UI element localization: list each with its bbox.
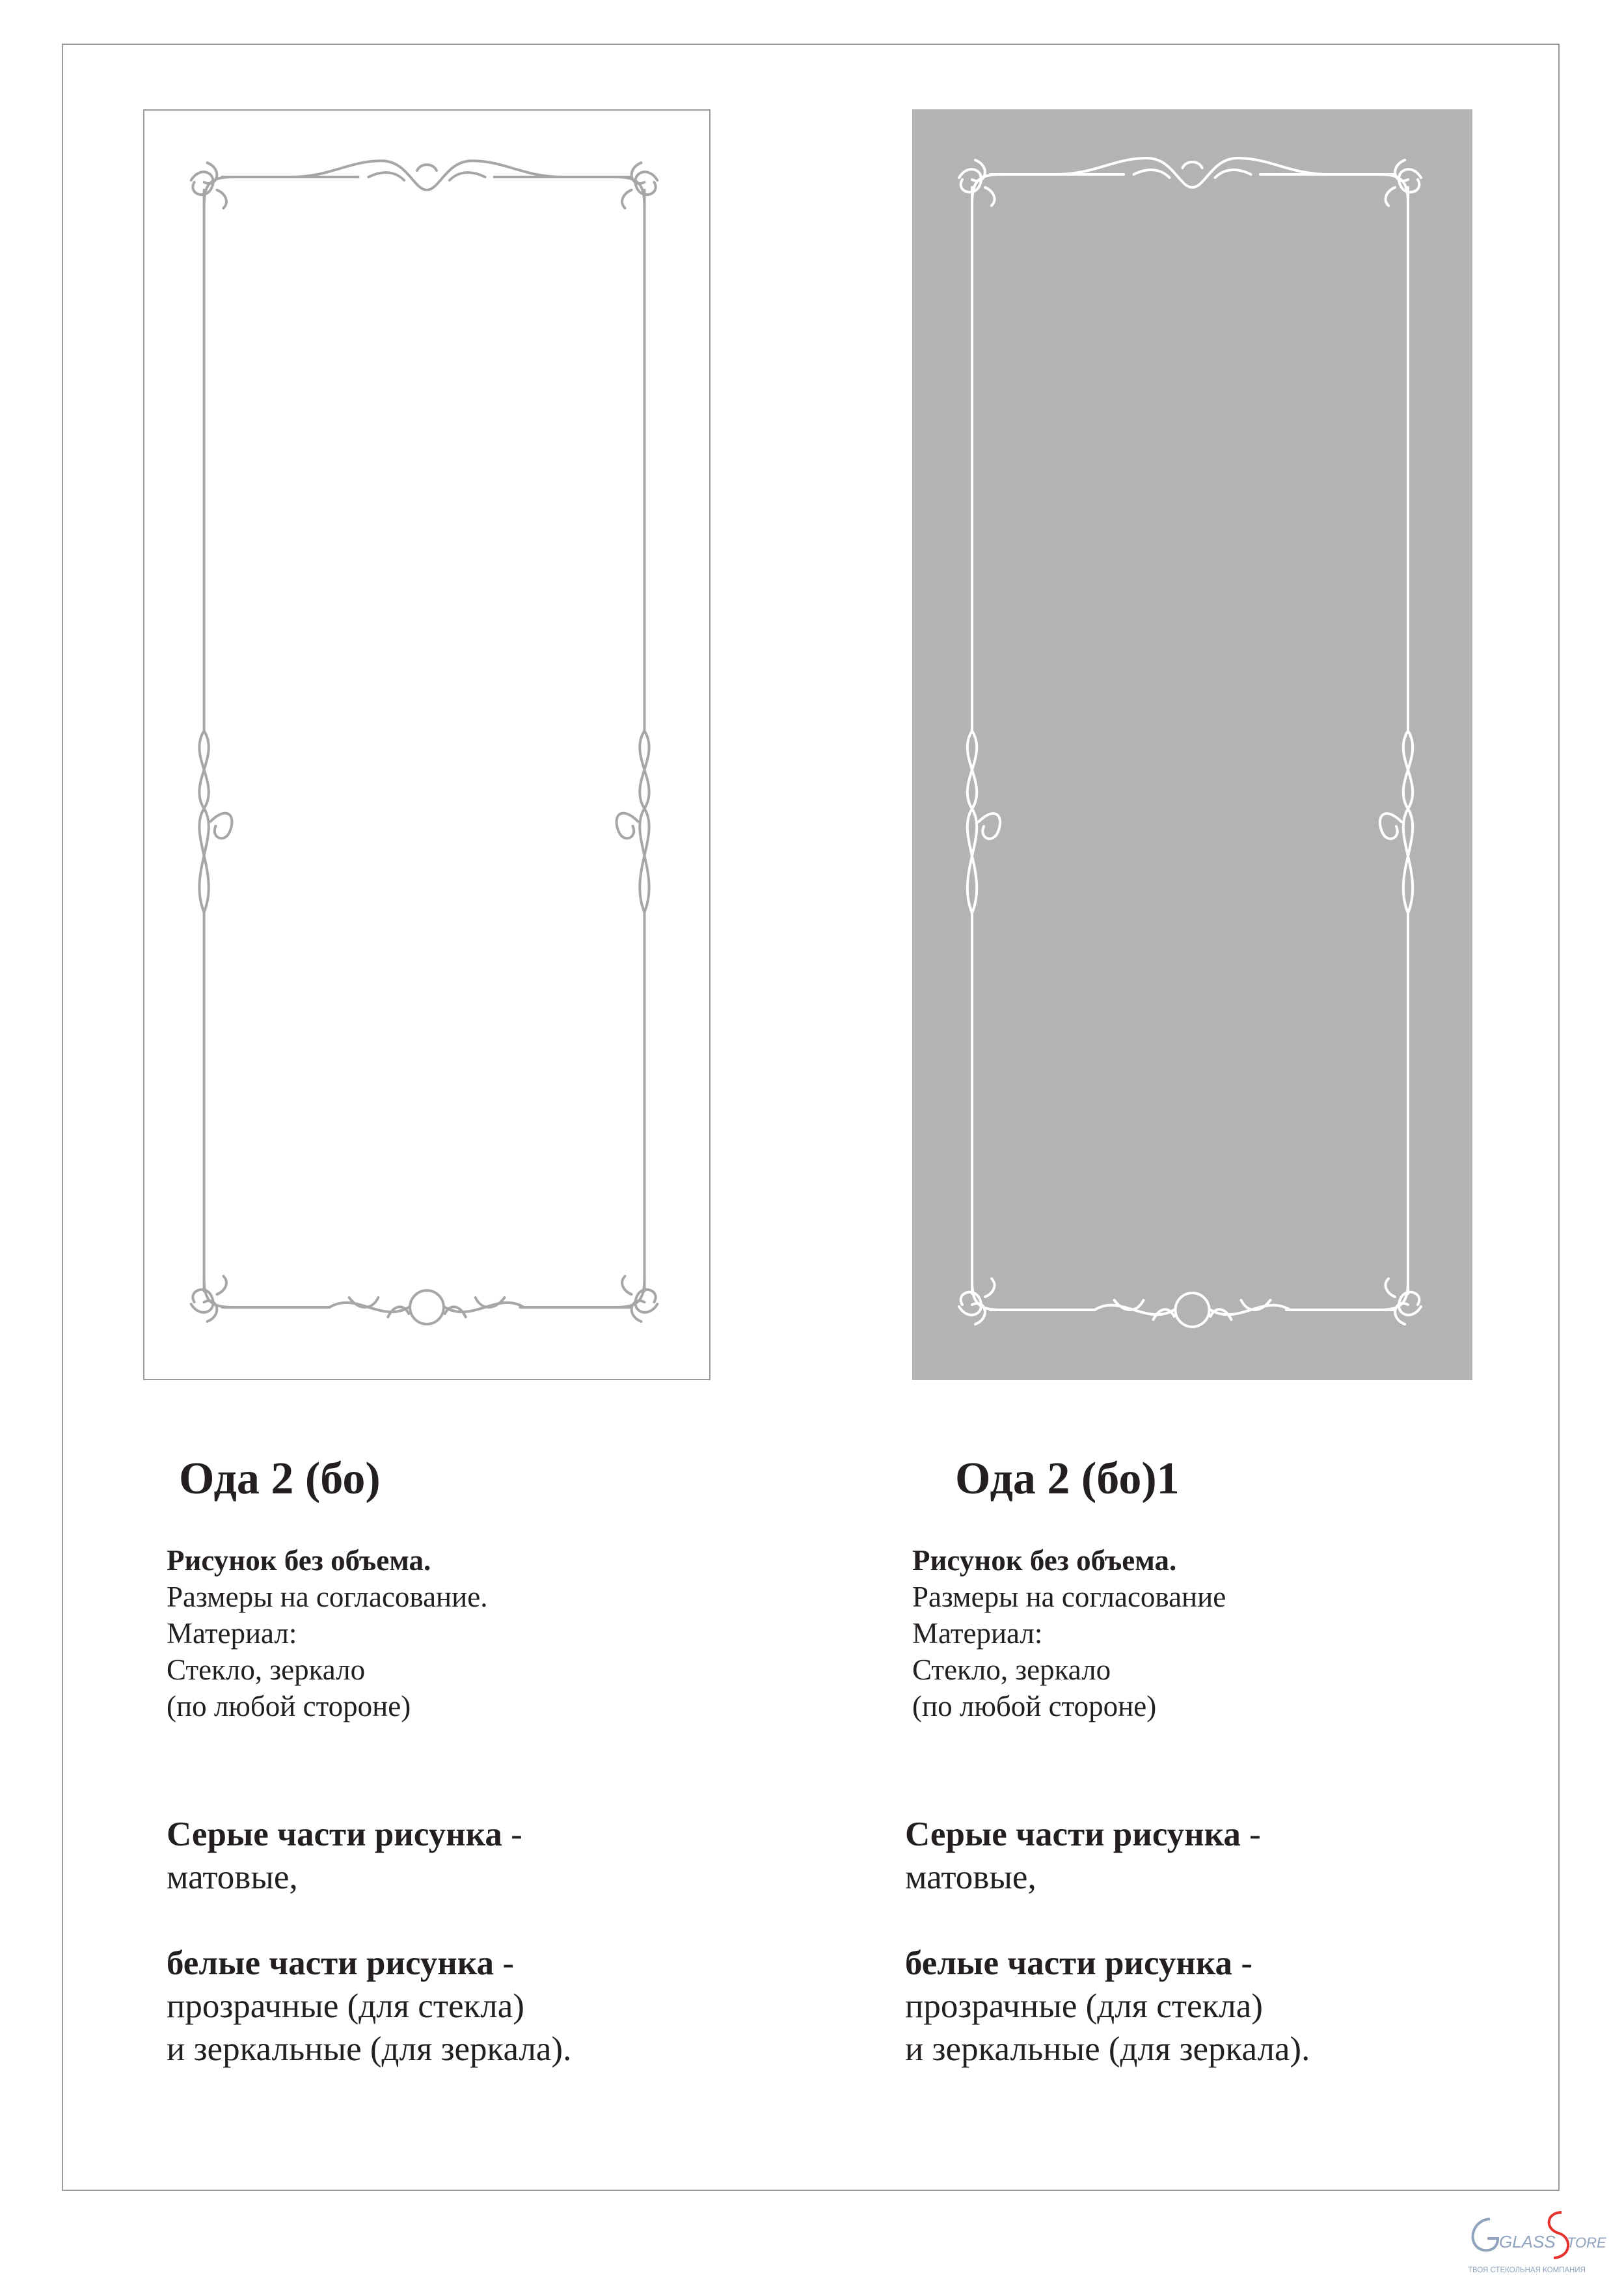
corner-curl-ornament — [959, 1279, 1001, 1324]
legend-white-value: и зеркальные (для зеркала). — [905, 2030, 1310, 2068]
description-line: Размеры на согласование — [912, 1581, 1226, 1613]
ornamental-frame-gray — [144, 111, 709, 1379]
side-lyre-ornament — [199, 731, 232, 912]
legend-gray-label: Серые части рисунка — [905, 1815, 1241, 1853]
side-lyre-ornament — [968, 731, 1000, 913]
design-description — [912, 1542, 1226, 1724]
bottom-medallion-ornament — [1176, 1293, 1210, 1327]
design-title: Ода 2 (бо)1 — [955, 1454, 1180, 1504]
legend-gray-value: матовые, — [905, 1858, 1036, 1896]
legend-gray-value: матовые, — [167, 1858, 298, 1896]
corner-curl-ornament — [959, 160, 1001, 206]
design-preview-frosted — [912, 109, 1472, 1380]
side-lyre-ornament — [1380, 731, 1413, 913]
legend-white-value: прозрачные (для стекла) — [905, 1987, 1263, 2025]
glass-store-logo — [1464, 2207, 1607, 2277]
description-line: Материал: — [912, 1617, 1043, 1650]
legend-white-label: белые части рисунка — [167, 1944, 494, 1982]
legend-dash: - — [1232, 1944, 1252, 1982]
description-line: Стекло, зеркало — [912, 1653, 1111, 1686]
logo-g-mark — [1473, 2219, 1498, 2250]
description-line: (по любой стороне) — [912, 1690, 1157, 1722]
description-line: Материал: — [167, 1617, 297, 1650]
ornamental-frame-white — [912, 109, 1472, 1380]
corner-curl-ornament — [1379, 1279, 1421, 1324]
design-preview-clear — [143, 109, 710, 1380]
legend-white-value: и зеркальные (для зеркала). — [167, 2030, 572, 2068]
description-line: Размеры на согласование. — [167, 1581, 488, 1613]
finish-legend — [167, 1813, 571, 2071]
description-heading: Рисунок без объема. — [167, 1544, 431, 1577]
legend-dash: - — [502, 1815, 522, 1853]
legend-white-value: прозрачные (для стекла) — [167, 1987, 524, 2025]
corner-curl-ornament — [616, 163, 658, 208]
finish-legend — [905, 1813, 1310, 2071]
logo-word-glass: GLASS — [1499, 2232, 1556, 2251]
description-line: Стекло, зеркало — [167, 1653, 366, 1686]
logo-word-store: TORE — [1567, 2235, 1606, 2251]
corner-curl-ornament — [191, 163, 234, 208]
corner-curl-ornament — [191, 1276, 234, 1322]
corner-curl-ornament — [616, 1276, 658, 1322]
top-scroll-ornament — [1056, 158, 1329, 187]
description-heading: Рисунок без объема. — [912, 1544, 1177, 1577]
top-scroll-ornament — [291, 161, 563, 190]
logo-tagline: ТВОЯ СТЕКОЛЬНАЯ КОМПАНИЯ — [1468, 2266, 1586, 2274]
design-title: Ода 2 (бо) — [179, 1454, 381, 1504]
description-line: (по любой стороне) — [167, 1690, 411, 1722]
bottom-scroll-ornament — [330, 1298, 524, 1317]
design-description — [167, 1542, 487, 1724]
legend-white-label: белые части рисунка — [905, 1944, 1233, 1982]
bottom-scroll-ornament — [1095, 1300, 1290, 1320]
bottom-medallion-ornament — [410, 1290, 444, 1324]
legend-gray-label: Серые части рисунка — [167, 1815, 502, 1853]
side-lyre-ornament — [617, 731, 649, 912]
corner-curl-ornament — [1379, 160, 1421, 206]
legend-dash: - — [1240, 1815, 1261, 1853]
legend-dash: - — [494, 1944, 514, 1982]
